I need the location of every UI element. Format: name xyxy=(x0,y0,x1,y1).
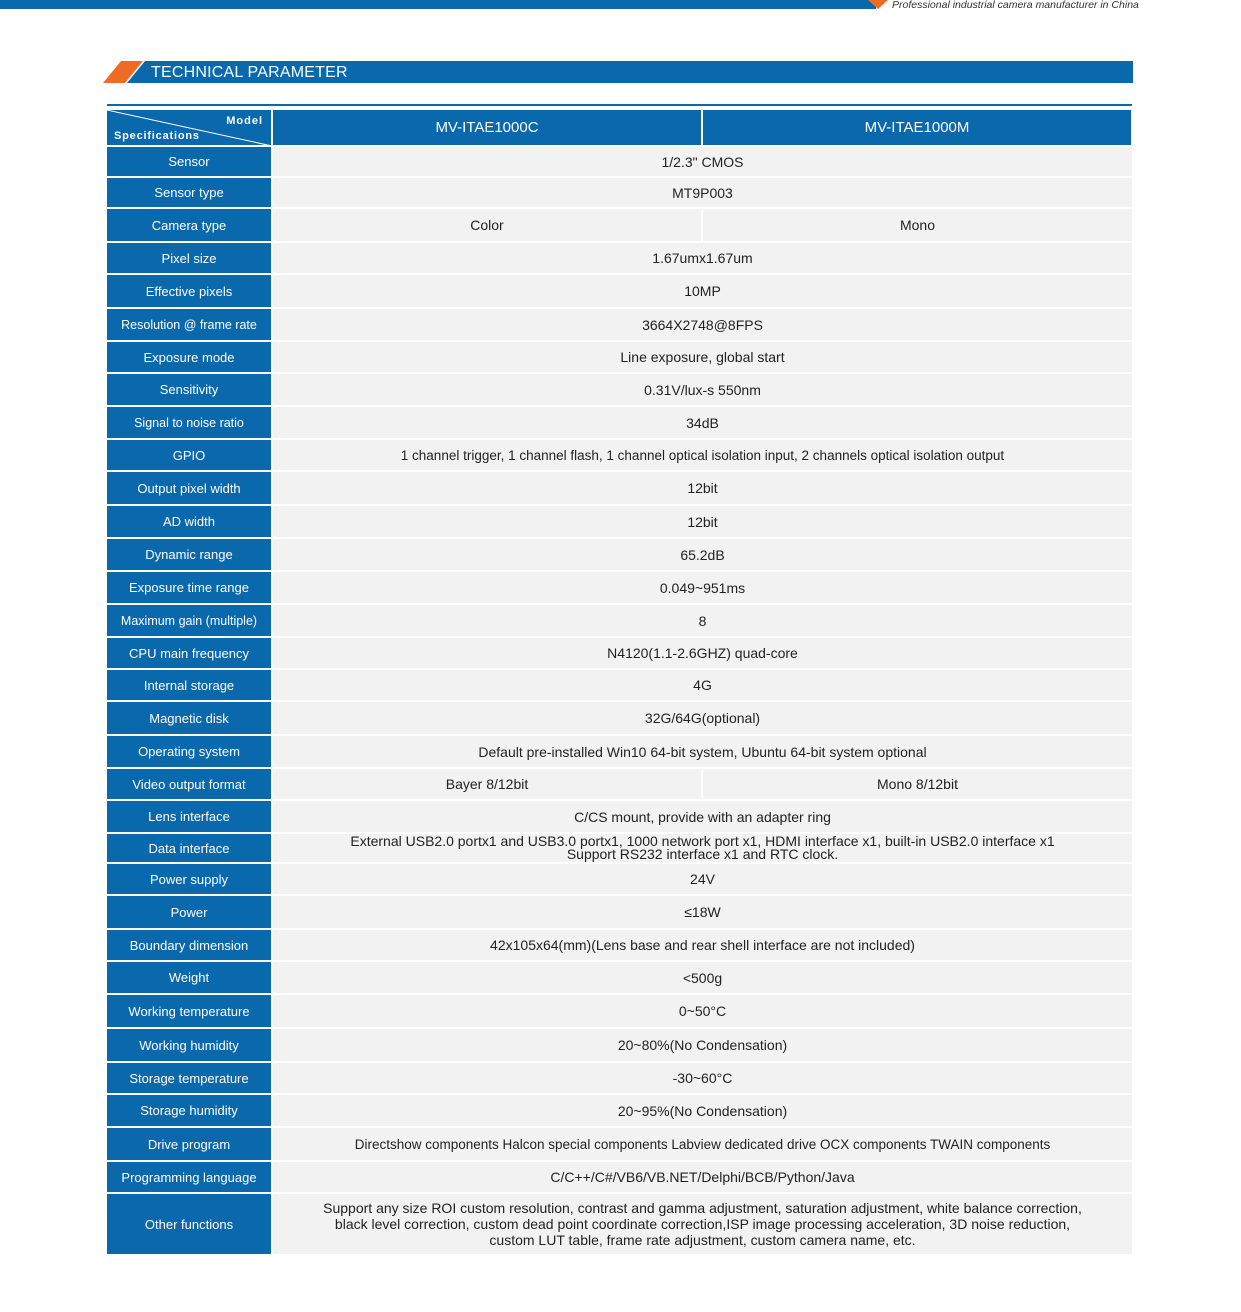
table-row xyxy=(107,929,1132,961)
spec-value-mono: Mono 8/12bit xyxy=(702,768,1132,800)
spec-label: Maximum gain (multiple) xyxy=(107,604,272,637)
spec-value: <500g xyxy=(272,961,1132,994)
spec-label: Data interface xyxy=(107,833,272,863)
table-row xyxy=(107,538,1132,571)
table-row xyxy=(107,406,1132,439)
spec-label: Effective pixels xyxy=(107,274,272,308)
table-row xyxy=(107,208,1132,242)
spec-value: 3664X2748@8FPS xyxy=(272,308,1132,341)
spec-value: 32G/64G(optional) xyxy=(272,701,1132,735)
spec-value: 4G xyxy=(272,669,1132,701)
spec-value: 1/2.3" CMOS xyxy=(272,146,1132,177)
table-row xyxy=(107,471,1132,505)
spec-value: 0~50°C xyxy=(272,994,1132,1028)
spec-value: 24V xyxy=(272,863,1132,895)
table-row xyxy=(107,274,1132,308)
spec-value: MT9P003 xyxy=(272,177,1132,208)
table-row xyxy=(107,439,1132,471)
table-row xyxy=(107,833,1132,863)
spec-value-line: External USB2.0 portx1 and USB3.0 portx1, 1000 network port x1, HDMI interface x1, built-in USB2.0 interface x1 xyxy=(350,833,1055,849)
table-row xyxy=(107,604,1132,637)
table-row xyxy=(107,800,1132,833)
table-row xyxy=(107,1193,1132,1255)
table-row xyxy=(107,735,1132,768)
spec-label: Power supply xyxy=(107,863,272,895)
table-row xyxy=(107,961,1132,994)
spec-value xyxy=(272,1193,1132,1255)
spec-value-color: Color xyxy=(272,208,702,242)
header-tagline: Professional industrial camera manufacturer in China xyxy=(892,0,1139,11)
model-header-color: MV-ITAE1000C xyxy=(272,110,702,146)
header-divider xyxy=(107,104,1132,106)
spec-value: 65.2dB xyxy=(272,538,1132,571)
spec-label: Operating system xyxy=(107,735,272,768)
spec-value: Line exposure, global start xyxy=(272,341,1132,373)
spec-value: 34dB xyxy=(272,406,1132,439)
spec-label: Pixel size xyxy=(107,242,272,274)
spec-label: Resolution @ frame rate xyxy=(107,308,272,341)
table-row xyxy=(107,571,1132,604)
spec-value: 20~95%(No Condensation) xyxy=(272,1094,1132,1127)
spec-label: Working temperature xyxy=(107,994,272,1028)
spec-label: Power xyxy=(107,895,272,929)
corner-spec-label: Specifications xyxy=(114,130,200,142)
table-header-row xyxy=(107,110,1132,146)
spec-value: N4120(1.1-2.6GHZ) quad-core xyxy=(272,637,1132,669)
spec-value: 0.049~951ms xyxy=(272,571,1132,604)
spec-value: 1 channel trigger, 1 channel flash, 1 channel optical isolation input, 2 channels optical isolation output xyxy=(272,439,1132,471)
table-row xyxy=(107,341,1132,373)
spec-value: C/C++/C#/VB6/VB.NET/Delphi/BCB/Python/Java xyxy=(272,1161,1132,1193)
table-row xyxy=(107,308,1132,341)
spec-value: Directshow components Halcon special components Labview dedicated drive OCX components TWAIN components xyxy=(272,1127,1132,1161)
spec-value: 12bit xyxy=(272,471,1132,505)
spec-value: 0.31V/lux-s 550nm xyxy=(272,373,1132,406)
spec-label: Programming language xyxy=(107,1161,272,1193)
spec-label: Lens interface xyxy=(107,800,272,833)
table-row xyxy=(107,1161,1132,1193)
spec-value-line: Support any size ROI custom resolution, contrast and gamma adjustment, saturation adjustment, white balance correction, xyxy=(323,1200,1082,1216)
table-row xyxy=(107,863,1132,895)
spec-label: Sensor type xyxy=(107,177,272,208)
table-row xyxy=(107,994,1132,1028)
section-title: TECHNICAL PARAMETER xyxy=(151,64,348,81)
spec-value-line: custom LUT table, frame rate adjustment, custom camera name, etc. xyxy=(489,1232,916,1248)
spec-label: Camera type xyxy=(107,208,272,242)
spec-value: 8 xyxy=(272,604,1132,637)
table-row xyxy=(107,373,1132,406)
spec-label: Sensor xyxy=(107,146,272,177)
table-row xyxy=(107,1062,1132,1094)
table-row xyxy=(107,242,1132,274)
spec-value: 42x105x64(mm)(Lens base and rear shell interface are not included) xyxy=(272,929,1132,961)
spec-label: CPU main frequency xyxy=(107,637,272,669)
spec-value-mono: Mono xyxy=(702,208,1132,242)
table-row xyxy=(107,637,1132,669)
spec-value: Default pre-installed Win10 64-bit system, Ubuntu 64-bit system optional xyxy=(272,735,1132,768)
spec-label: Storage temperature xyxy=(107,1062,272,1094)
spec-value: ≤18W xyxy=(272,895,1132,929)
spec-value: -30~60°C xyxy=(272,1062,1132,1094)
spec-label: Storage humidity xyxy=(107,1094,272,1127)
table-row xyxy=(107,1127,1132,1161)
spec-value: 20~80%(No Condensation) xyxy=(272,1028,1132,1062)
spec-value-line: Support RS232 interface x1 and RTC clock. xyxy=(566,846,839,862)
spec-label: Drive program xyxy=(107,1127,272,1161)
table-row xyxy=(107,1028,1132,1062)
spec-label: Weight xyxy=(107,961,272,994)
table-row xyxy=(107,1094,1132,1127)
top-brand-bar xyxy=(0,0,876,9)
table-corner-cell xyxy=(107,110,272,146)
spec-label: GPIO xyxy=(107,439,272,471)
spec-label: Output pixel width xyxy=(107,471,272,505)
model-header-mono: MV-ITAE1000M xyxy=(702,110,1132,146)
spec-table xyxy=(107,110,1133,1256)
spec-label: Working humidity xyxy=(107,1028,272,1062)
spec-label: Sensitivity xyxy=(107,373,272,406)
table-row xyxy=(107,768,1132,800)
table-row xyxy=(107,895,1132,929)
spec-label: Magnetic disk xyxy=(107,701,272,735)
spec-label: Exposure time range xyxy=(107,571,272,604)
section-header-bar xyxy=(103,61,1133,83)
spec-label: Dynamic range xyxy=(107,538,272,571)
spec-value-color: Bayer 8/12bit xyxy=(272,768,702,800)
spec-value: 12bit xyxy=(272,505,1132,538)
table-row xyxy=(107,701,1132,735)
spec-label: Boundary dimension xyxy=(107,929,272,961)
table-row xyxy=(107,669,1132,701)
table-row xyxy=(107,505,1132,538)
spec-value-line: black level correction, custom dead point coordinate correction,ISP image processing acceleration, 3D noise reduction, xyxy=(334,1216,1071,1232)
table-row xyxy=(107,146,1132,177)
spec-value: 1.67umx1.67um xyxy=(272,242,1132,274)
spec-label: Internal storage xyxy=(107,669,272,701)
spec-label: Signal to noise ratio xyxy=(107,406,272,439)
spec-label: Video output format xyxy=(107,768,272,800)
spec-value: C/CS mount, provide with an adapter ring xyxy=(272,800,1132,833)
top-accent-triangle xyxy=(868,0,888,9)
table-row xyxy=(107,177,1132,208)
spec-label: AD width xyxy=(107,505,272,538)
spec-value: 10MP xyxy=(272,274,1132,308)
spec-label: Other functions xyxy=(107,1193,272,1255)
spec-value xyxy=(272,833,1132,863)
corner-model-label: Model xyxy=(226,115,263,127)
spec-label: Exposure mode xyxy=(107,341,272,373)
